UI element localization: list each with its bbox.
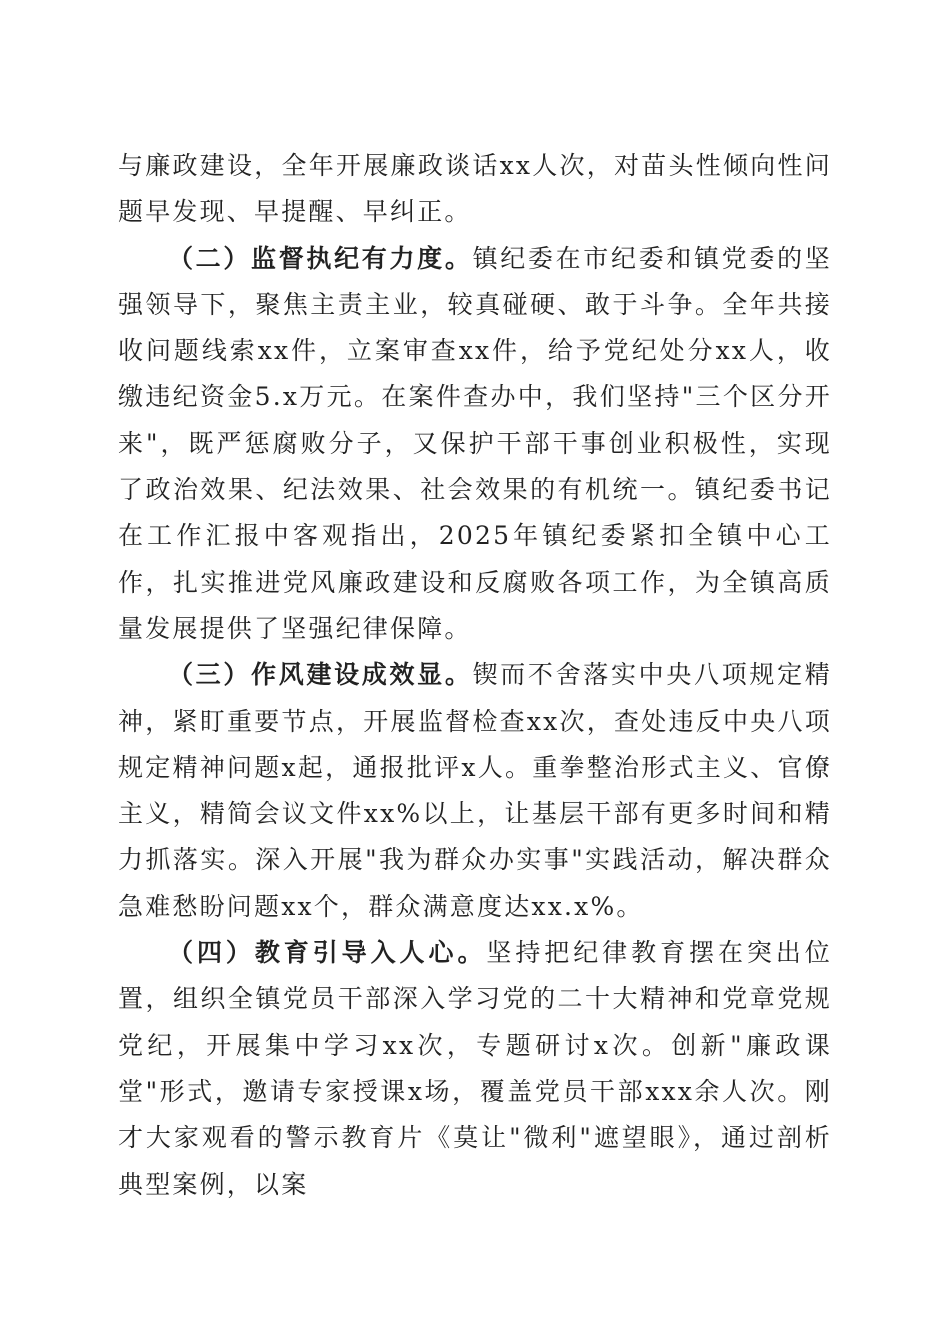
paragraph-3 [118,652,832,930]
paragraph-4 [118,930,832,1208]
paragraph-4-text: 坚持把纪律教育摆在突出位置，组织全镇党员干部深入学习党的二十大精神和党章党规党纪，开展集中学习xx次，专题研讨x次。创新"廉政课堂"形式，邀请专家授课x场，覆盖党员干部xxx余人次。刚才大家观看的警示教育片《莫让"微利"遮望眼》，通过剖析典型案例，以案 [118,938,833,1199]
document-body [118,143,832,1208]
paragraph-2-heading: （二）监督执纪有力度。 [168,243,473,273]
paragraph-3-heading: （三）作风建设成效显。 [168,660,473,690]
paragraph-3-text: 锲而不舍落实中央八项规定精神，紧盯重要节点，开展监督检查xx次，查处违反中央八项规定精神问题x起，通报批评x人。重拳整治形式主义、官僚主义，精简会议文件xx%以上，让基层干部有更多时间和精力抓落实。深入开展"我为群众办实事"实践活动，解决群众急难愁盼问题xx个，群众满意度达xx.x%。 [118,660,833,921]
paragraph-1 [118,143,832,236]
paragraph-1-text: 与廉政建设，全年开展廉政谈话xx人次，对苗头性倾向性问题早发现、早提醒、早纠正。 [118,151,832,227]
paragraph-4-heading: （四）教育引导入人心。 [168,938,487,968]
paragraph-2-text: 镇纪委在市纪委和镇党委的坚强领导下，聚焦主责主业，较真碰硬、敢于斗争。全年共接收问题线索xx件，立案审查xx件，给予党纪处分xx人，收缴违纪资金5.x万元。在案件查办中，我们坚持"三个区分开来"，既严惩腐败分子，又保护干部干事创业积极性，实现了政治效果、纪法效果、社会效果的有机统一。镇纪委书记在工作汇报中客观指出，2025年镇纪委紧扣全镇中心工作，扎实推进党风廉政建设和反腐败各项工作，为全镇高质量发展提供了坚强纪律保障。 [118,243,833,643]
paragraph-2 [118,236,832,653]
